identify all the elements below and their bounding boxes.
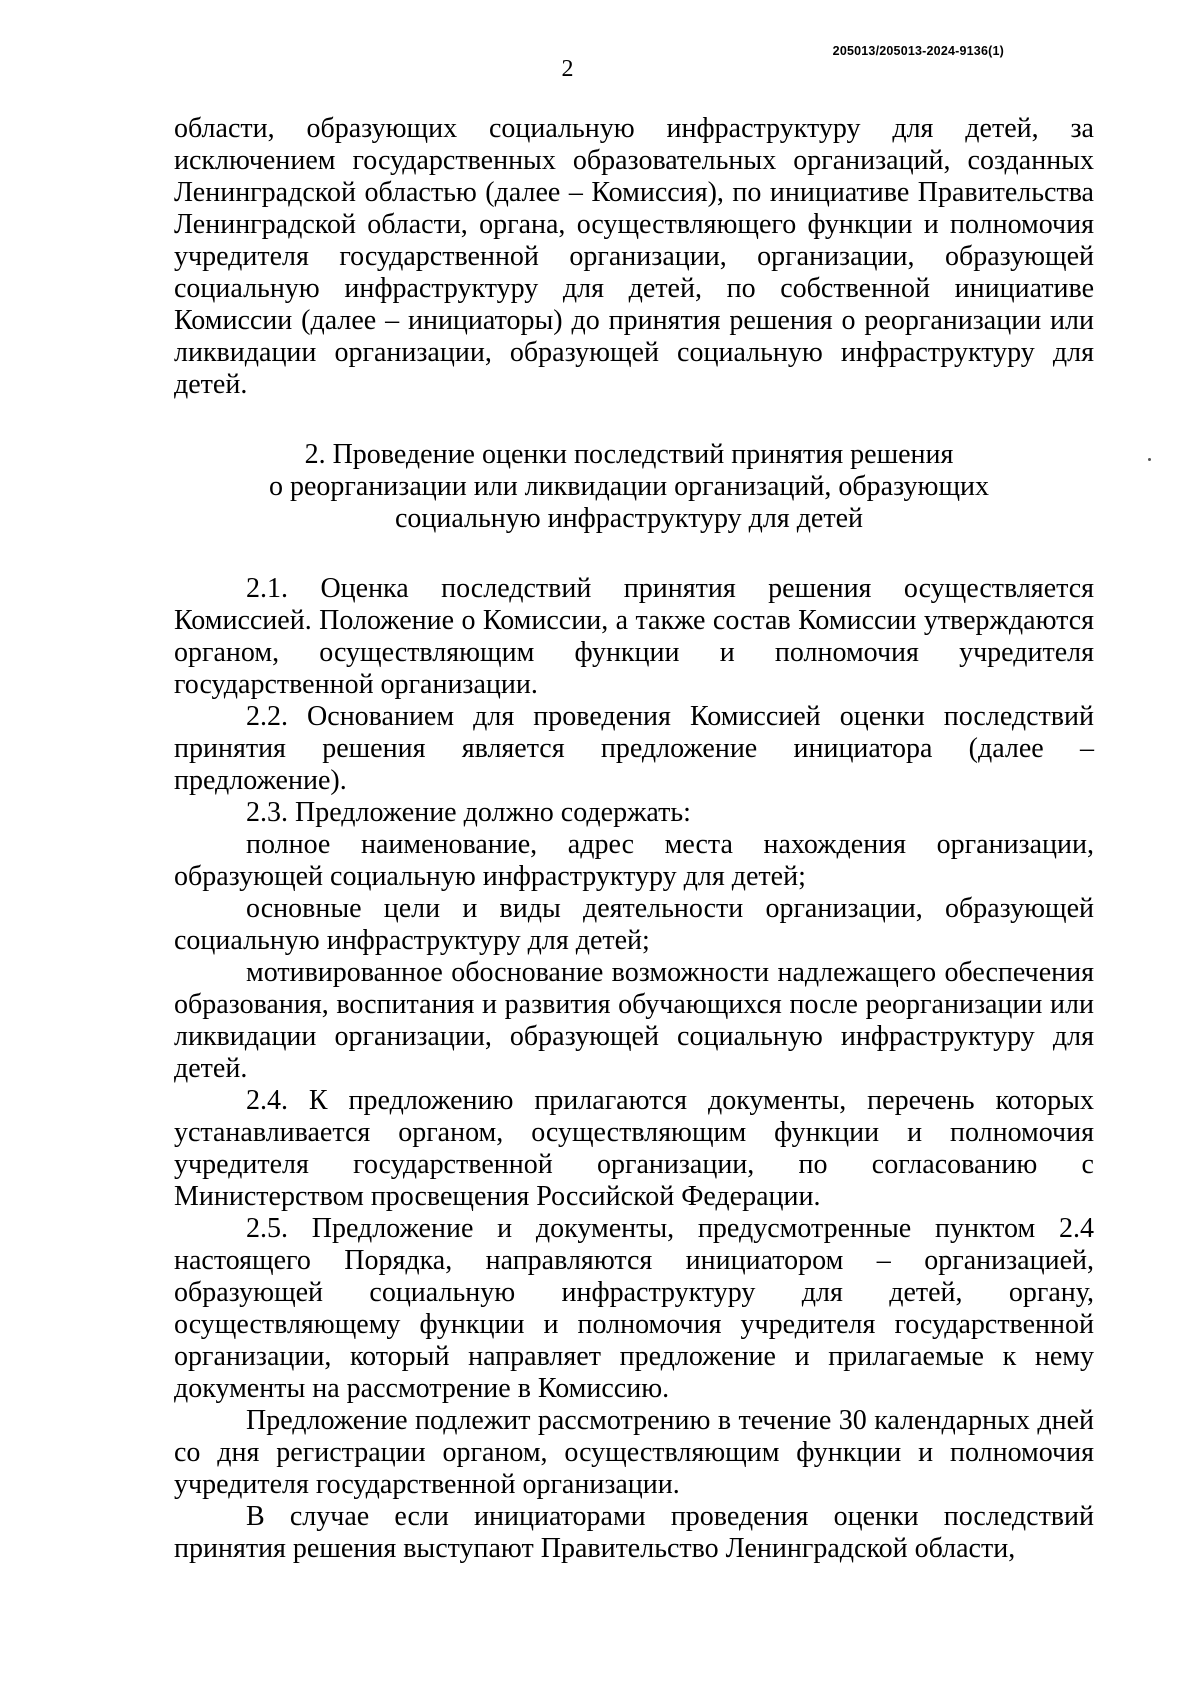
section-heading: [174, 439, 1094, 535]
list-item: полное наименование, адрес места нахождения организации, образующей социальную инфраструктуру для детей;: [174, 829, 1094, 892]
list-item: основные цели и виды деятельности организации, образующей социальную инфраструктуру для детей;: [174, 893, 1094, 956]
document-id: 205013/205013-2024-9136(1): [832, 44, 1004, 58]
clause-2-5: 2.5. Предложение и документы, предусмотренные пунктом 2.4 настоящего Порядка, направляются инициатором – организацией, образующей социальную инфраструктуру для детей, органу, осуществляющему функции и полномочия учредителя государственной организации, который направляет предложение и прилагаемые к нему документы на рассмотрение в Комиссию.: [174, 1213, 1094, 1404]
initiator-case-paragraph: В случае если инициаторами проведения оценки последствий принятия решения выступают Правительство Ленинградской области,: [174, 1501, 1094, 1564]
intro-paragraph: области, образующих социальную инфраструктуру для детей, за исключением государственных образовательных организаций, созданных Ленинградской областью (далее – Комиссия), по инициативе Правительства Ленинградской области, органа, осуществляющего функции и полномочия учредителя государственной организации, организации, образующей социальную инфраструктуру для детей, по собственной инициативе Комиссии (далее – инициаторы) до принятия решения о реорганизации или ликвидации организации, образующей социальную инфраструктуру для детей.: [174, 113, 1094, 400]
clause-2-3: 2.3. Предложение должно содержать:: [246, 797, 691, 828]
list-item: мотивированное обоснование возможности надлежащего обеспечения образования, воспитания и развития обучающихся после реорганизации или ликвидации организации, образующей социальную инфраструктуру для детей.: [174, 957, 1094, 1084]
section-heading-line: о реорганизации или ликвидации организаций, образующих: [268, 471, 989, 502]
review-period-paragraph: Предложение подлежит рассмотрению в течение 30 календарных дней со дня регистрации органом, осуществляющим функции и полномочия учредителя государственной организации.: [174, 1405, 1094, 1500]
page-number: 2: [561, 56, 574, 82]
clause-2-4: 2.4. К предложению прилагаются документы, перечень которых устанавливается органом, осуществляющим функции и полномочия учредителя государственной организации, по согласованию с Министерством просвещения Российской Федерации.: [174, 1085, 1094, 1212]
document-body: [174, 113, 1094, 1565]
clause-2-2: 2.2. Основанием для проведения Комиссией оценки последствий принятия решения является предложение инициатора (далее – предложение).: [174, 701, 1094, 796]
section-heading-line: социальную инфраструктуру для детей: [394, 503, 864, 534]
section-heading-line: 2. Проведение оценки последствий принятия решения: [304, 439, 954, 470]
scan-speck: [1148, 458, 1151, 461]
clause-2-1: 2.1. Оценка последствий принятия решения осуществляется Комиссией. Положение о Комиссии, а также состав Комиссии утверждаются органом, осуществляющим функции и полномочия учредителя государственной организации.: [174, 573, 1094, 700]
